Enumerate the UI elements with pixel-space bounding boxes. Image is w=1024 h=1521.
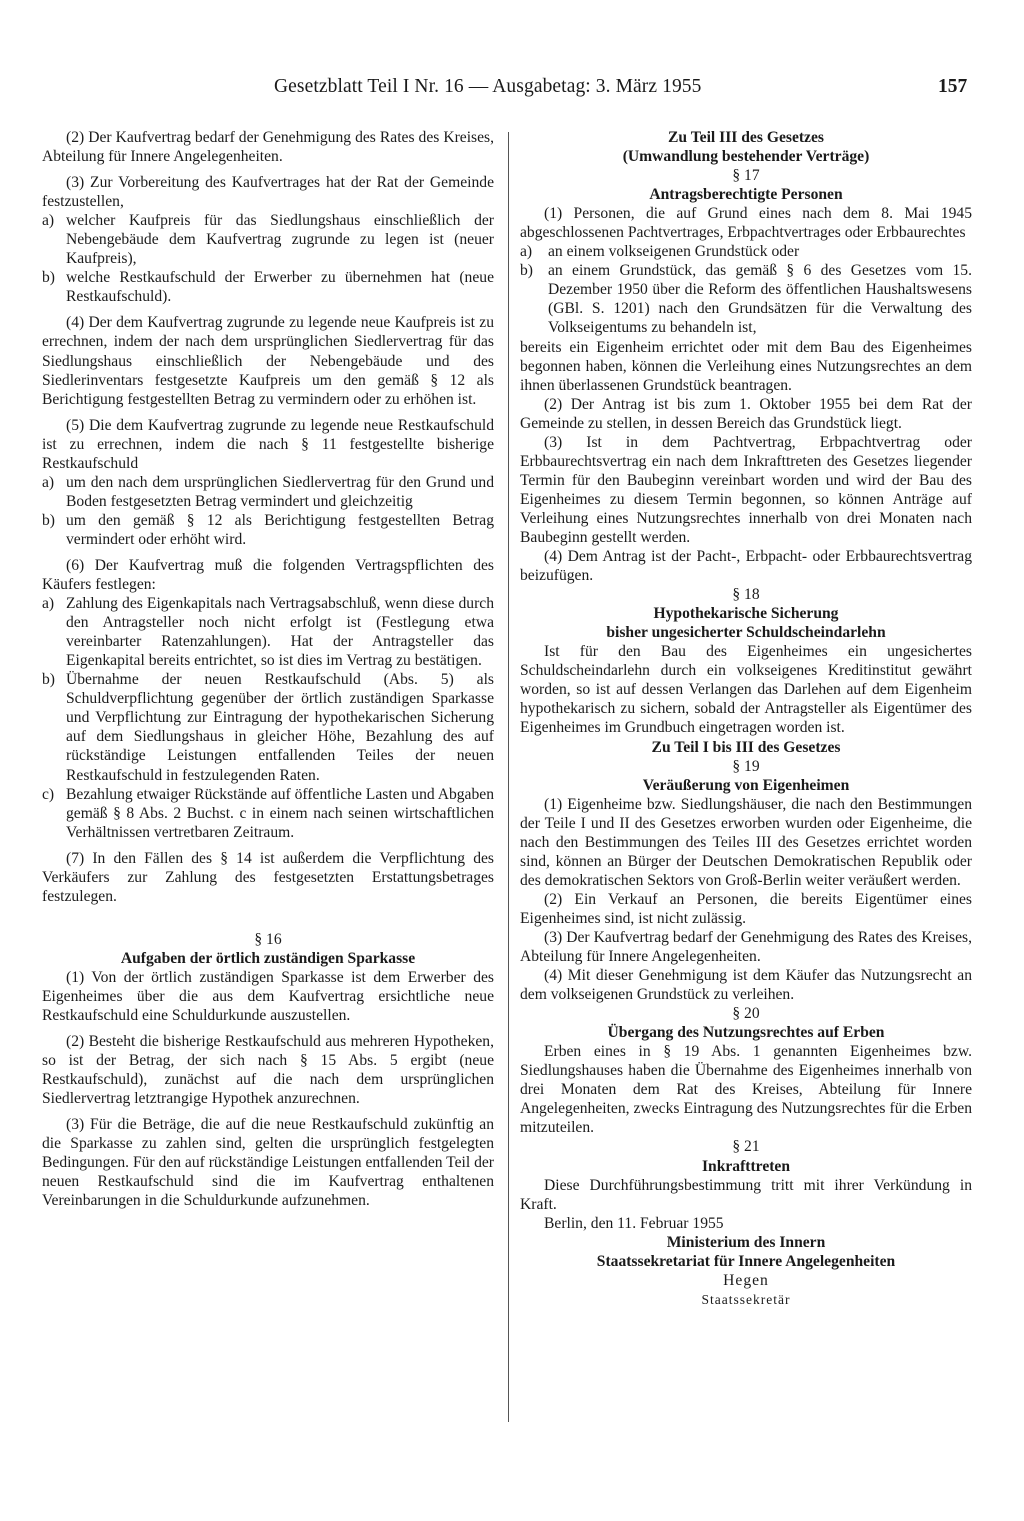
paragraph-18: Ist für den Bau des Eigenheimes ein ungesichertes Schuldscheindarlehn durch ein volkseigenes Kreditinstitut gewährt worden, so ist auf dessen Verlangen das Darlehen auf dem Eigenheim hypothekarisch zu sichern, sobald der Antragsteller als Eigentümer des Eigenheimes im Grundbuch eingetragen worden ist. [520,643,972,737]
section-number: § 20 [732,1005,760,1023]
list-marker: a) [42,212,55,230]
list-text: welcher Kaufpreis für das Siedlungshaus einschließlich der Nebengebäude dem Kaufvertrag zugrunde zu legen ist (neuer Kaufpreis), [66,212,494,268]
list-marker: b) [42,511,55,529]
list-item [42,211,494,268]
list-marker: a) [520,243,533,261]
left-column [42,128,494,1210]
paragraph-15-7: (7) In den Fällen des § 14 ist außerdem die Verpflichtung des Verkäufers zur Zahlung des festgesetzten Erstattungsbetrages festzulegen. [42,849,494,905]
list-text: an einem volkseigenen Grundstück oder [548,243,800,261]
section-title: Hypothekarische Sicherung [653,605,839,623]
section-number: § 21 [732,1138,760,1156]
signer-name: Hegen [723,1271,769,1289]
paragraph-19-4: (4) Mit dieser Genehmigung ist dem Käufer das Nutzungsrecht an dem volkseigenen Grundstück zu verleihen. [520,967,972,1004]
section-number: § 18 [732,586,760,604]
list-text: Übernahme der neuen Restkaufschuld (Abs. 5) als Schuldverpflichtung gegenüber der örtlich zuständigen Sparkasse und Verpflichtung zur Eintragung der hypothekarischen Sicherung auf dem Siedlungshaus in gleicher Höhe, Bezahlung des auf rückständige Leistungen entfallenden Teiles der neuen Restkaufschuld in festzulegenden Raten. [66,671,494,784]
list-item [42,785,494,842]
list-item [42,511,494,549]
signer-title: Staatssekretär [701,1291,791,1307]
page-number: 157 [938,76,968,97]
paragraph-15-6: (6) Der Kaufvertrag muß die folgenden Vertragspflichten des Käufers festlegen: [42,556,494,594]
paragraph-15-2: (2) Der Kaufvertrag bedarf der Genehmigung des Rates des Kreises, Abteilung für Innere Angelegenheiten. [42,129,494,166]
page-header [0,76,1024,106]
date-line: Berlin, den 11. Februar 1955 [544,1214,724,1232]
list-item [42,670,494,784]
list-item [42,268,494,306]
paragraph-15-4: (4) Der dem Kaufvertrag zugrunde zu legende neue Kaufpreis ist zu errechnen, indem der nach dem ursprünglichen Siedlervertrag für das Siedlungshaus einschließlich der Nebengebäude und des Siedlerinventars festgesetzte Kaufpreis um den gemäß § 12 als Berichtigung festgestellten Betrag zu vermindern oder zu erhöhen ist. [42,314,494,408]
paragraph-15-5: (5) Die dem Kaufvertrag zugrunde zu legende neue Restkaufschuld ist zu errechnen, indem die nach § 11 festgestellte bisherige Restkaufschuld [42,416,494,472]
section-title: Inkrafttreten [701,1157,791,1175]
paragraph-17-3: (3) Ist in dem Pachtvertrag, Erbpachtvertrag oder Erbbaurechtsvertrag ein nach dem Inkrafttreten des Gesetzes liegender Termin für den Baubeginn vereinbart worden und wird der Bau des Eigenheimes zu diesem Termin begonnen, so können Anträge auf Verleihung eines Nutzungsrechtes innerhalb von drei Monaten nach Baubeginn gestellt werden. [520,433,972,546]
ministry-name: Ministerium des Innern [666,1233,826,1251]
paragraph-20: Erben eines in § 19 Abs. 1 genannten Eigenheimes bzw. Siedlungshauses haben die Übernahme des Eigenheimes innerhalb von drei Monaten dem Rat des Kreises, Abteilung für Innere Angelegenheiten, zwecks Eintragung des Nutzungsrechtes für die Erben mitzuteilen. [520,1043,972,1137]
section-number: § 17 [732,167,760,185]
right-column [520,128,972,1309]
list-marker: c) [42,785,55,803]
paragraph-17-2: (2) Der Antrag ist bis zum 1. Oktober 1955 bei dem Rat der Gemeinde zu stellen, in dessen Bereich das Grundstück liegt. [520,395,972,432]
section-title: bisher ungesicherter Schuldscheindarlehn [606,624,886,642]
section-title: Antragsberechtigte Personen [649,186,843,204]
section-title: Veräußerung von Eigenheimen [642,776,850,794]
paragraph-16-3: (3) Für die Beträge, die auf die neue Restkaufschuld zukünftig an die Sparkasse zu zahlen sind, gelten die ursprünglich festgelegten Bedingungen. Für den auf rückständige Leistungen entfallenden Teil der neuen Restkaufschuld sind die im Kaufvertrag enthaltenen Vereinbarungen in die Schuldurkunde aufzunehmen. [42,1116,495,1210]
list-text: Bezahlung etwaiger Rückstände auf öffentliche Lasten und Abgaben gemäß § 8 Abs. 2 Buchst. c in einem nach seinen wirtschaftlichen Verhältnissen vertretbaren Zeitraum. [66,785,494,841]
list-text: an einem Grundstück, das gemäß § 6 des Gesetzes vom 15. Dezember 1950 über die Reform des öffentlichen Haushaltswesens (GBl. S. 1201) nach den Grundsätzen für die Verwaltung des Volkseigentums zu behandeln ist, [548,262,972,337]
list-text: um den gemäß § 12 als Berichtigung festgestellten Betrag vermindert oder erhöht wird. [66,511,494,548]
paragraph-19-3: (3) Der Kaufvertrag bedarf der Genehmigung des Rates des Kreises, Abteilung für Innere Angelegenheiten. [520,928,972,966]
part-heading: Zu Teil III des Gesetzes [668,129,824,146]
paragraph-15-3: (3) Zur Vorbereitung des Kaufvertrages hat der Rat der Gemeinde festzustellen, [42,174,494,211]
paragraph-17-4: (4) Dem Antrag ist der Pacht-, Erbpacht- oder Erbbaurechtsvertrag beizufügen. [520,548,972,585]
section-title: Aufgaben der örtlich zuständigen Sparkasse [120,949,416,967]
paragraph-17-1-continued: bereits ein Eigenheim errichtet oder mit dem Bau des Eigenheimes begonnen haben, können die Verleihung eines Nutzungsrechtes an dem ihnen überlassenen Grundstück beantragen. [520,338,972,394]
list-text: welche Restkaufschuld der Erwerber zu übernehmen hat (neue Restkaufschuld). [66,269,494,306]
paragraph-16-1: (1) Von der örtlich zuständigen Sparkasse ist dem Erwerber des Eigenheimes über die aus dem Kaufvertrag ersichtliche neue Restkaufschuld eine Schuldurkunde auszustellen. [42,968,494,1025]
list-marker: b) [520,262,533,280]
paragraph-16-2: (2) Besteht die bisherige Restkaufschuld aus mehreren Hypotheken, so ist der Betrag, der sich nach § 15 Abs. 5 ergibt (neue Restkaufschuld), zunächst auf die nach dem ursprünglichen Siedlervertrag letztrangige Hypothek anzurechnen. [42,1033,494,1108]
paragraph-21: Diese Durchführungsbestimmung tritt mit ihrer Verkündung in Kraft. [520,1176,972,1213]
section-number: § 19 [732,757,760,775]
part-heading: Zu Teil I bis III des Gesetzes [651,738,841,756]
paragraph-19-1: (1) Eigenheime bzw. Siedlungshäuser, die nach den Bestimmungen der Teile I und II des Gesetzes erworben wurden oder Eigenheime, die nach den Bestimmungen des Teiles III des Gesetzes errichtet worden sind, können an Bürger der Deutschen Demokratischen Republik oder des demokratischen Sektors von Groß-Berlin weiter veräußert werden. [520,795,972,889]
section-number: § 16 [254,930,282,948]
column-divider [508,132,509,1422]
list-marker: b) [42,269,55,287]
list-text: um den nach dem ursprünglichen Siedlervertrag für den Grund und Boden festgesetzten Betrag vermindert und gleichzeitig [66,473,494,510]
part-subheading: (Umwandlung bestehender Verträge) [622,148,870,166]
paragraph-17-1: (1) Personen, die auf Grund eines nach dem 8. Mai 1945 abgeschlossenen Pachtvertrages, Erbpachtvertrages oder Erbbaurechtes [520,205,972,242]
paragraph-19-2: (2) Ein Verkauf an Personen, die bereits Eigentümer eines Eigenheimes sind, ist nicht zulässig. [520,890,972,927]
list-marker: a) [42,595,55,613]
secretariat-name: Staatssekretariat für Innere Angelegenheiten [596,1252,896,1270]
list-marker: a) [42,473,55,491]
list-text: Zahlung des Eigenkapitals nach Vertragsabschluß, wenn diese durch den Antragsteller noch nicht erfolgt ist (Festlegung etwa vereinbarter Ratenzahlungen). Hat der Antragsteller das Eigenkapital bereits entrichtet, so ist dies im Vertrag zu bestätigen. [66,595,494,670]
list-item [42,594,494,670]
list-item [520,242,972,261]
list-item [42,473,494,511]
list-item [520,261,972,337]
header-title: Gesetzblatt Teil I Nr. 16 — Ausgabetag: 3. März 1955 [274,76,702,97]
list-marker: b) [42,671,55,689]
section-title: Übergang des Nutzungsrechtes auf Erben [607,1024,885,1042]
